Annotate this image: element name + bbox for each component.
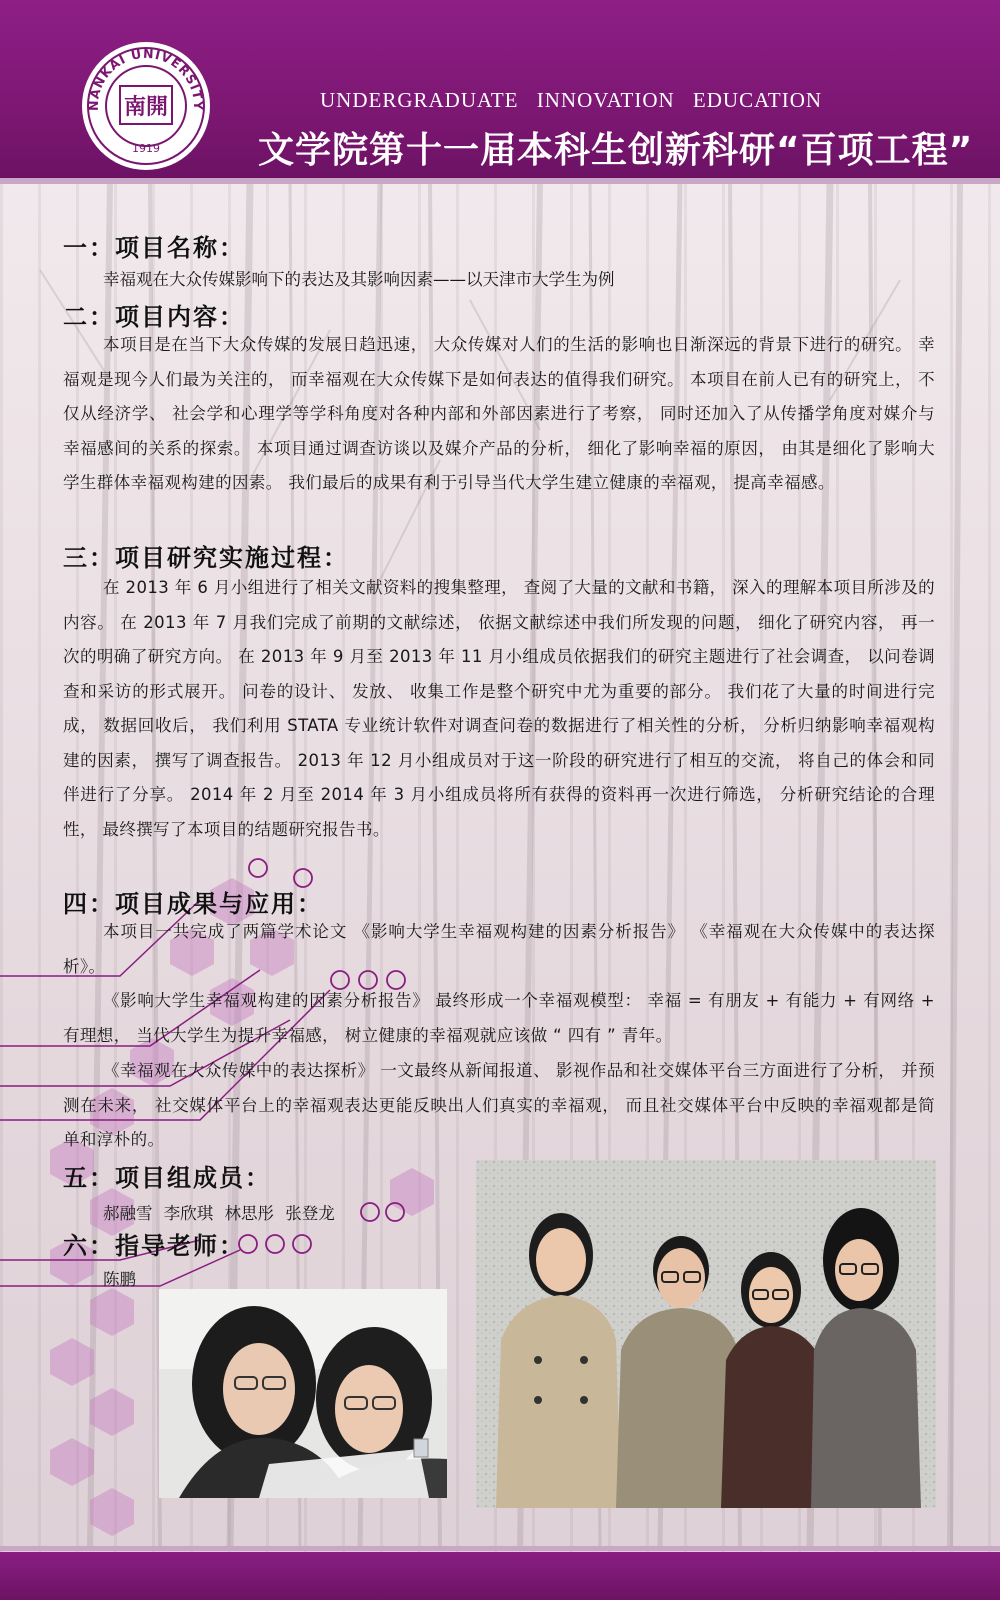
research-process-text: 在 2013 年 6 月小组进行了相关文献资料的搜集整理， 查阅了大量的文献和书籍， 深入的理解本项目所涉及的内容。 在 2013 年 7 月我们完成了前期的文献综述， 依据文献综述中我们所发现的问题， 细化了研究内容， 再一次的明确了研究方向。 在 2013 年 9 月至 2013 年 11 月小组成员依据我们的研究主题进行了社会调查， 以问卷调查和采访的形式展开。 问卷的设计、 发放、 收集工作是整个研究中尤为重要的部分。 我们花了大量的时间进行完成， 数据回收后， 我们利用 STATA 专业统计软件对调查问卷的数据进行了相关性的分析， 分析归纳影响幸福观构建的因素， 撰写了调查报告。 2013 年 12 月小组成员对于这一阶段的研究进行了相互的交流， 将自己的体会和同伴进行了分享。 2014 年 2 月至 2014 年 3 月小组成员将所有获得的资料再一次进行筛选， 分析研究结论的合理性， 最终撰写了本项目的结题研究报告书。 (63, 578, 935, 839)
footer-divider (0, 1546, 1000, 1551)
section-3-heading: 三：项目研究实施过程： (63, 544, 349, 572)
section-4-heading: 四：项目成果与应用： (63, 890, 323, 918)
results-paragraph-3: 《幸福观在大众传媒中的表达探析》 一文最终从新闻报道、 影视作品和社交媒体平台三方面进行了分析， 并预测在未来， 社交媒体平台上的幸福观表达更能反映出人们真实的幸福观， 而且社交媒体平台中反映的幸福观都是简单和淳朴的。 (63, 1061, 935, 1149)
results-paragraph-1: 本项目一共完成了两篇学术论文 《影响大学生幸福观构建的因素分析报告》 《幸福观在大众传媒中的表达探析》。 (63, 922, 935, 976)
section-1-heading: 一：项目名称： (63, 234, 245, 262)
footer-banner (0, 1552, 1000, 1600)
project-name: 幸福观在大众传媒影响下的表达及其影响因素——以天津市大学生为例 (103, 270, 615, 289)
students-studying-illustration (159, 1289, 447, 1498)
results-paragraph-2: 《影响大学生幸福观构建的因素分析报告》 最终形成一个幸福观模型： 幸福 = 有朋友 + 有能力 + 有网络 + 有理想， 当代大学生为提升幸福感， 树立健康的幸福观就应该做 “ 四有 ” 青年。 (63, 991, 935, 1045)
header-banner (0, 0, 1000, 178)
english-title: UNDERGRADUATE INNOVATION EDUCATION (320, 88, 823, 112)
header-divider (0, 178, 1000, 184)
team-members: 郝融雪 李欣琪 林思彤 张登龙 (103, 1204, 335, 1223)
team-group-photo (476, 1160, 936, 1508)
svg-text:南開: 南開 (123, 95, 169, 120)
project-content-text: 本项目是在当下大众传媒的发展日趋迅速， 大众传媒对人们的生活的影响也日渐深远的背景下进行的研究。 幸福观是现今人们最为关注的， 而幸福观在大众传媒下是如何表达的值得我们研究。 本项目在前人已有的研究上， 不仅从经济学、 社会学和心理学等学科角度对各种内部和外部因素进行了考察， 同时还加入了从传播学角度对媒介与幸福感间的关系的探索。 本项目通过调查访谈以及媒介产品的分析， 细化了影响幸福的原因， 由其是细化了影响大学生群体幸福观构建的因素。 我们最后的成果有利于引导当代大学生建立健康的幸福观， 提高幸福感。 (63, 335, 935, 492)
chinese-title: 文学院第十一届本科生创新科研“百项工程” (258, 130, 974, 171)
section-6-heading: 六：指导老师： (63, 1232, 245, 1260)
svg-text:NANKAI UNIVERSITY: NANKAI UNIVERSITY (85, 45, 207, 112)
svg-text:1919: 1919 (132, 142, 160, 155)
nankai-logo (80, 40, 212, 172)
advisor-name: 陈鹏 (103, 1270, 136, 1289)
section-5-heading: 五：项目组成员： (63, 1164, 271, 1192)
section-2-heading: 二：项目内容： (63, 303, 245, 331)
team-group-illustration (476, 1160, 936, 1508)
students-studying-photo (159, 1289, 447, 1498)
